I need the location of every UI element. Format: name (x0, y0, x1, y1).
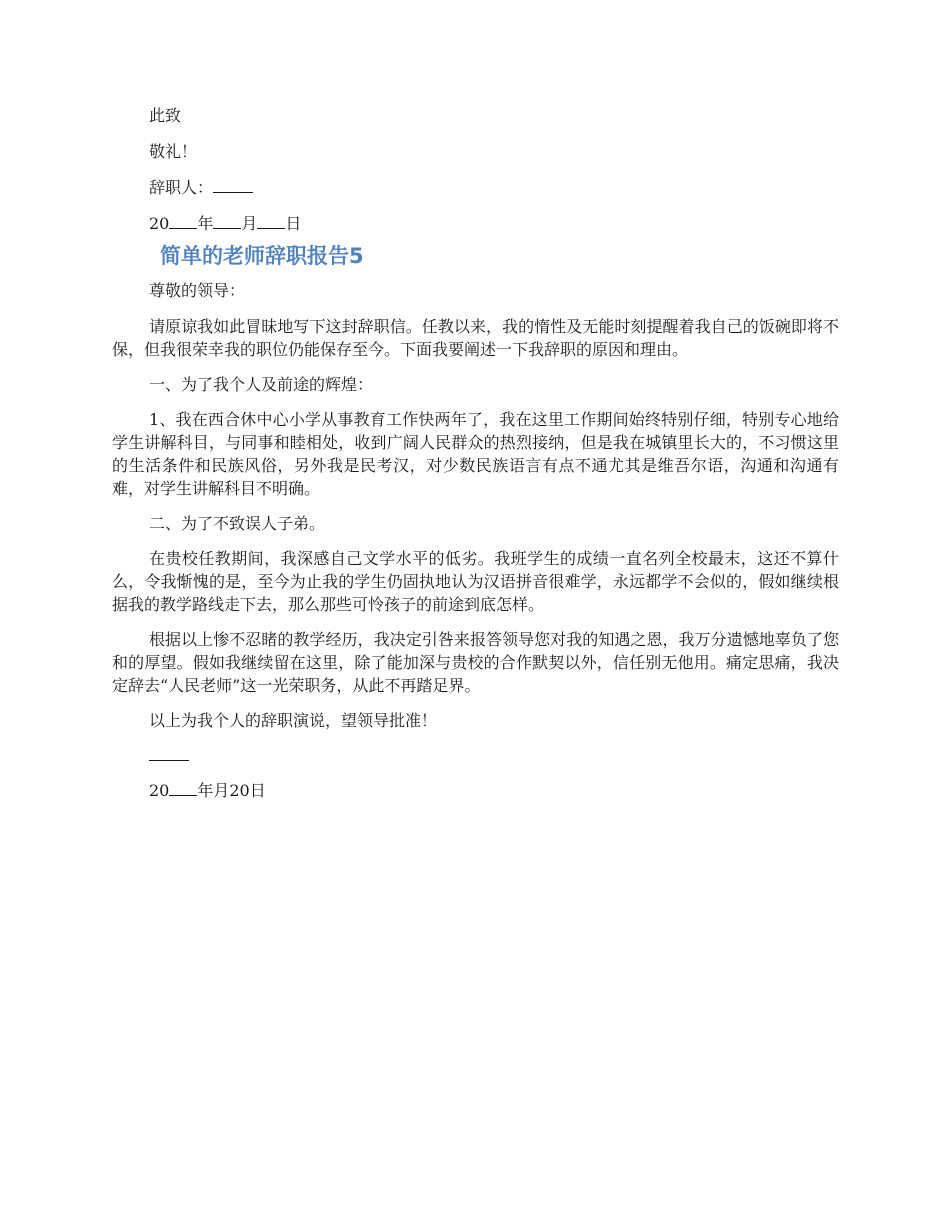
date2-year-blank (169, 780, 197, 796)
paragraph-intro: 请原谅我如此冒昧地写下这封辞职信。任教以来，我的惰性及无能时刻提醒着我自己的饭碗即将不保，但我很荣幸我的职位仍能保存至今。下面我要阐述一下我辞职的原因和理由。 (112, 317, 839, 359)
paragraph-closing: 以上为我个人的辞职演说，望领导批准！ (149, 711, 438, 730)
closing-line-2: 敬礼！ (149, 142, 198, 161)
date-line-2 (112, 779, 839, 802)
document-page (112, 104, 839, 802)
signature-blank-line (112, 744, 839, 767)
signer-line (112, 176, 839, 199)
date1-day-label: 日 (285, 214, 302, 233)
section-title: 简单的老师辞职报告5 (160, 244, 364, 268)
date2-year-prefix: 20 (149, 781, 170, 800)
paragraph-reason-2: 在贵校任教期间，我深感自己文学水平的低劣。我班学生的成绩一直名列全校最末，这还不算什么，令我惭愧的是，至今为止我的学生仍固执地认为汉语拼音很难学，永远都学不会似的，假如继续根据我的教学路线走下去，那么那些可怜孩子的前途到底怎样。 (112, 549, 839, 614)
paragraph-decision: 根据以上惨不忍睹的教学经历，我决定引咎来报答领导您对我的知遇之恩，我万分遗憾地辜负了您和的厚望。假如我继续留在这里，除了能加深与贵校的合作默契以外，信任别无他用。痛定思痛，我决定辞去“人民老师”这一光荣职务，从此不再踏足界。 (112, 630, 839, 695)
signer-label: 辞职人： (149, 178, 214, 197)
salutation: 尊敬的领导： (149, 281, 246, 300)
closing-line-1: 此致 (149, 106, 182, 125)
date1-month-blank (213, 213, 241, 229)
date2-rest: 年月20日 (197, 781, 266, 800)
date1-month-label: 月 (241, 214, 258, 233)
date1-day-blank (257, 213, 285, 229)
date-line-1 (112, 212, 839, 235)
paragraph-reason-1: 1、我在西合休中心小学从事教育工作快两年了，我在这里工作期间始终特别仔细，特别专心地给学生讲解科目，与同事和睦相处，收到广阔人民群众的热烈接纳，但是我在城镇里长大的，不习惯这里的生活条件和民族风俗，另外我是民考汉，对少数民族语言有点不通尤其是维吾尔语，沟通和沟通有难，对学生讲解科目不明确。 (112, 410, 839, 498)
heading-reason-2: 二、为了不致误人子弟。 (149, 514, 326, 533)
heading-reason-1: 一、为了我个人及前途的辉煌： (149, 375, 374, 394)
date1-year-label: 年 (197, 214, 214, 233)
date1-year-prefix: 20 (149, 214, 170, 233)
signer-blank (213, 177, 253, 193)
date1-year-blank (169, 213, 197, 229)
signature-blank (149, 745, 189, 761)
